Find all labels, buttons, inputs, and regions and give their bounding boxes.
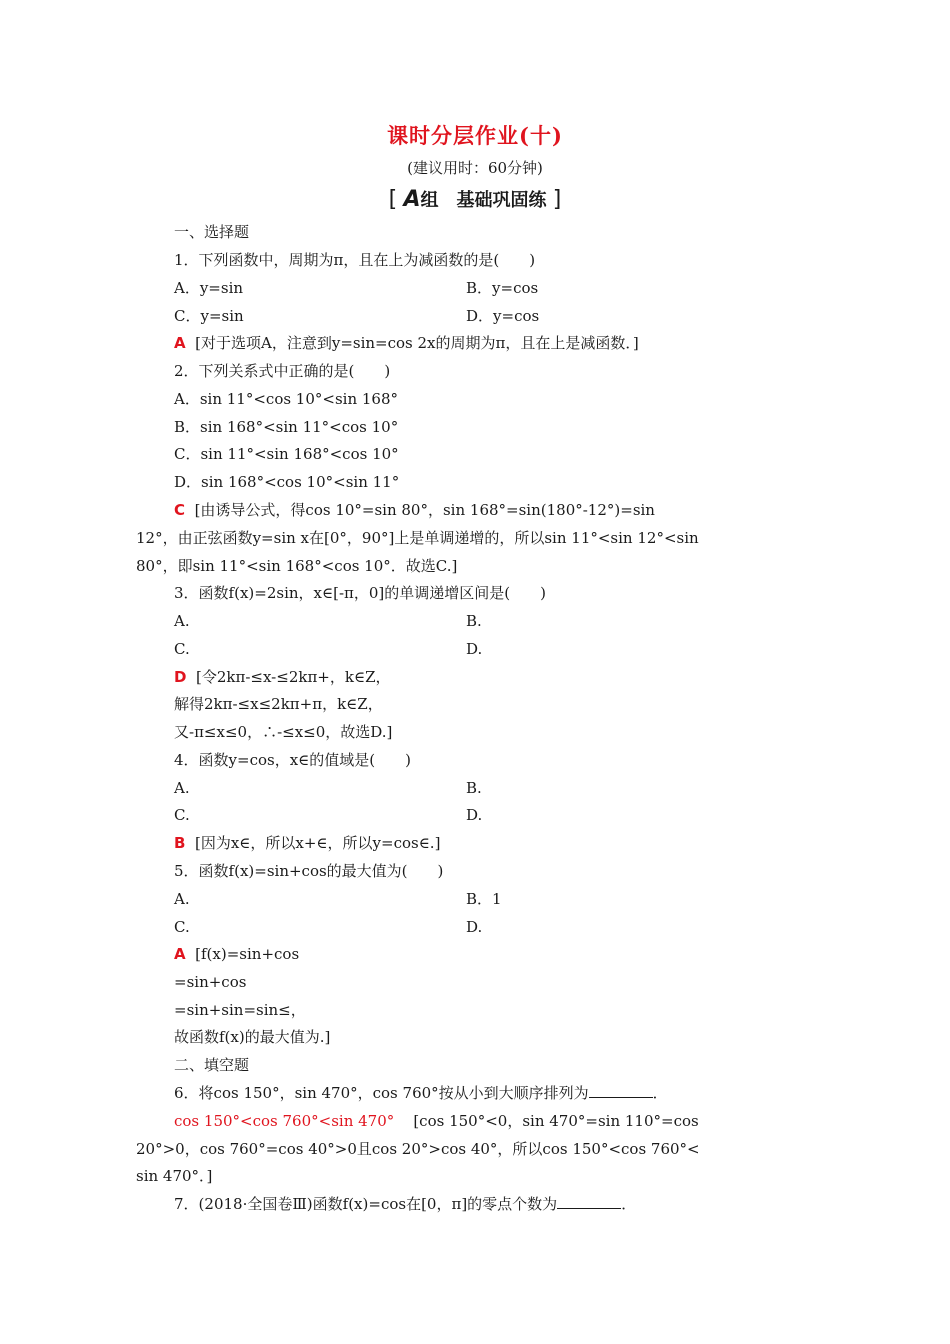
answer-2: [174, 500, 655, 520]
group-label: 组 基础巩固练: [420, 190, 547, 211]
option-c: C．y=sin: [174, 307, 244, 325]
question-5: 5．函数f(x)=sin+cos的最大值为( ): [174, 862, 444, 880]
answer-5-line-3: =sin+sin=sin≤，: [174, 1001, 306, 1019]
question-6: [174, 1083, 668, 1103]
answer-5-line-4: 故函数f(x)的最大值为.]: [174, 1028, 331, 1046]
answer-6-line-3: sin 470°．]: [136, 1167, 213, 1185]
answer-3-line-3: 又-π≤x≤0，∴-≤x≤0，故选D.]: [174, 723, 393, 741]
section-heading: 一、选择题: [174, 223, 250, 241]
answer-blank: [557, 1194, 621, 1209]
question-end: ．: [621, 1195, 637, 1213]
page-title: 课时分层作业(十): [387, 123, 563, 148]
answer-4: [174, 833, 440, 853]
answer-letter: C: [174, 501, 186, 519]
question-1: 1．下列函数中，周期为π，且在上为减函数的是( ): [174, 251, 536, 269]
group-bracket-close: ]: [552, 187, 562, 212]
answer-2-line-2: 12°，由正弦函数y=sin x在[0°，90°]上是单调递增的，所以sin 11°<sin 12°<sin: [136, 529, 699, 547]
option-d: D．y=cos: [466, 307, 540, 325]
option-a: A.: [174, 890, 190, 908]
answer-value: cos 150°<cos 760°<sin 470°: [174, 1112, 395, 1130]
answer-explanation: [对于选项A，注意到y=sin=cos 2x的周期为π，且在上是减函数．]: [195, 334, 639, 352]
option-c: C.: [174, 640, 190, 658]
option-b: B.: [466, 612, 482, 630]
answer-explanation: [令2kπ-≤x-≤2kπ+，k∈Z，: [196, 668, 391, 686]
option-a: A．sin 11°<cos 10°<sin 168°: [174, 390, 399, 408]
question-text: 6．将cos 150°，sin 470°，cos 760°按从小到大顺序排列为: [174, 1084, 589, 1102]
question-2: 2．下列关系式中正确的是( ): [174, 362, 391, 380]
answer-5-line-2: =sin+cos: [174, 973, 247, 991]
answer-letter: B: [174, 834, 186, 852]
option-b: B．sin 168°<sin 11°<cos 10°: [174, 418, 399, 436]
answer-2-line-3: 80°，即sin 11°<sin 168°<cos 10°．故选C.]: [136, 557, 458, 575]
answer-explanation: [f(x)=sin+cos: [195, 945, 300, 963]
answer-3-line-2: 解得2kπ-≤x≤2kπ+π，k∈Z，: [174, 695, 383, 713]
question-text: 7．(2018·全国卷Ⅲ)函数f(x)=cos在[0，π]的零点个数为: [174, 1195, 558, 1213]
option-b: B．1: [466, 890, 502, 908]
answer-letter: A: [174, 334, 186, 352]
question-end: ．: [652, 1084, 668, 1102]
question-4: 4．函数y=cos，x∈的值域是( ): [174, 751, 411, 769]
answer-explanation: [由诱导公式，得cos 10°=sin 80°，sin 168°=sin(180°-12°)=sin: [194, 501, 655, 519]
option-c: C．sin 11°<sin 168°<cos 10°: [174, 445, 399, 463]
option-d: D.: [466, 640, 483, 658]
answer-6: [174, 1111, 699, 1131]
option-c: C.: [174, 806, 190, 824]
option-d: D.: [466, 918, 483, 936]
question-3: 3．函数f(x)=2sin，x∈[-π，0]的单调递增区间是( ): [174, 584, 546, 602]
answer-letter: A: [174, 945, 186, 963]
answer-explanation: [因为x∈，所以x+∈，所以y=cos∈.]: [194, 834, 441, 852]
answer-1: [174, 333, 639, 353]
answer-blank: [589, 1083, 653, 1098]
group-bracket-open: [: [388, 187, 398, 212]
answer-5: [174, 944, 299, 964]
option-a: A．y=sin: [174, 279, 244, 297]
option-c: C.: [174, 918, 190, 936]
option-b: B．y=cos: [466, 279, 539, 297]
option-b: B.: [466, 779, 482, 797]
option-a: A.: [174, 779, 190, 797]
suggested-time: (建议用时：60分钟): [407, 159, 543, 177]
answer-letter: D: [174, 668, 187, 686]
section-heading: 二、填空题: [174, 1056, 250, 1074]
group-letter: A: [403, 187, 421, 212]
option-a: A.: [174, 612, 190, 630]
group-heading: [0, 186, 950, 212]
answer-6-line-2: 20°>0，cos 760°=cos 40°>0且cos 20°>cos 40°，所以cos 150°<cos 760°<: [136, 1140, 700, 1158]
answer-explanation: [cos 150°<0，sin 470°=sin 110°=cos: [413, 1112, 699, 1130]
option-d: D．sin 168°<cos 10°<sin 11°: [174, 473, 400, 491]
option-d: D.: [466, 806, 483, 824]
answer-3: [174, 667, 391, 687]
question-7: [174, 1194, 636, 1214]
